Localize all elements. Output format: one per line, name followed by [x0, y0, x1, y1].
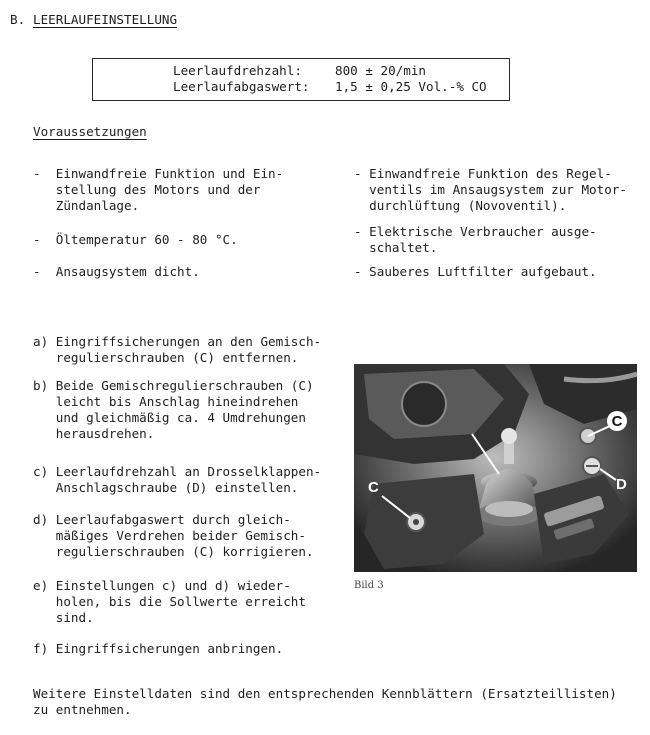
prerequisite-item: - Ansaugsystem dicht. [33, 264, 200, 279]
exhaust-label: Leerlaufabgaswert: [173, 79, 310, 94]
section-label: B. [10, 12, 26, 27]
step-c: c) Leerlaufdrehzahl an Drosselklappen- Anschlagschraube (D) einstellen. [33, 464, 322, 495]
step-d: d) Leerlaufabgaswert durch gleich- mäßiges Verdrehen beider Gemisch- regulierschrauben (C) korrigieren. [33, 512, 314, 559]
step-a: a) Eingriffsicherungen an den Gemisch- regulierschrauben (C) entfernen. [33, 334, 322, 365]
label-c-upper: C [611, 413, 623, 430]
step-e: e) Einstellungen c) und d) wieder- holen, bis die Sollwerte erreicht sind. [33, 578, 306, 625]
label-c-left: C [368, 479, 379, 496]
rpm-value: 800 ± 20/min [335, 63, 426, 78]
step-b: b) Beide Gemischregulierschrauben (C) leicht bis Anschlag hineindrehen und gleichmäßig ca. 4 Umdrehungen herausdrehen. [33, 378, 314, 441]
section-title: LEERLAUFEINSTELLUNG [33, 12, 178, 27]
prerequisite-item: - Einwandfreie Funktion und Ein- stellung des Motors und der Zündanlage. [33, 166, 284, 213]
label-d: D [616, 476, 627, 493]
prerequisite-item: - Einwandfreie Funktion des Regel- ventils im Ansaugsystem zur Motor- durchlüftung (Novoventil). [354, 166, 627, 213]
prerequisites-heading: Voraussetzungen [33, 124, 147, 139]
figure-caption: Bild 3 [354, 580, 384, 591]
exhaust-value: 1,5 ± 0,25 Vol.-% CO [335, 79, 487, 94]
prerequisite-item: - Öltemperatur 60 - 80 °C. [33, 232, 238, 247]
carburetor-photo [354, 364, 637, 572]
prerequisite-item: - Elektrische Verbraucher ausge- schaltet. [354, 224, 597, 255]
footer-note: Weitere Einstelldaten sind den entsprechenden Kennblättern (Ersatzteillisten) zu entnehmen. [33, 686, 617, 717]
prerequisite-item: - Sauberes Luftfilter aufgebaut. [354, 264, 597, 279]
rpm-label: Leerlaufdrehzahl: [173, 63, 302, 78]
step-f: f) Eingriffsicherungen anbringen. [33, 641, 284, 656]
